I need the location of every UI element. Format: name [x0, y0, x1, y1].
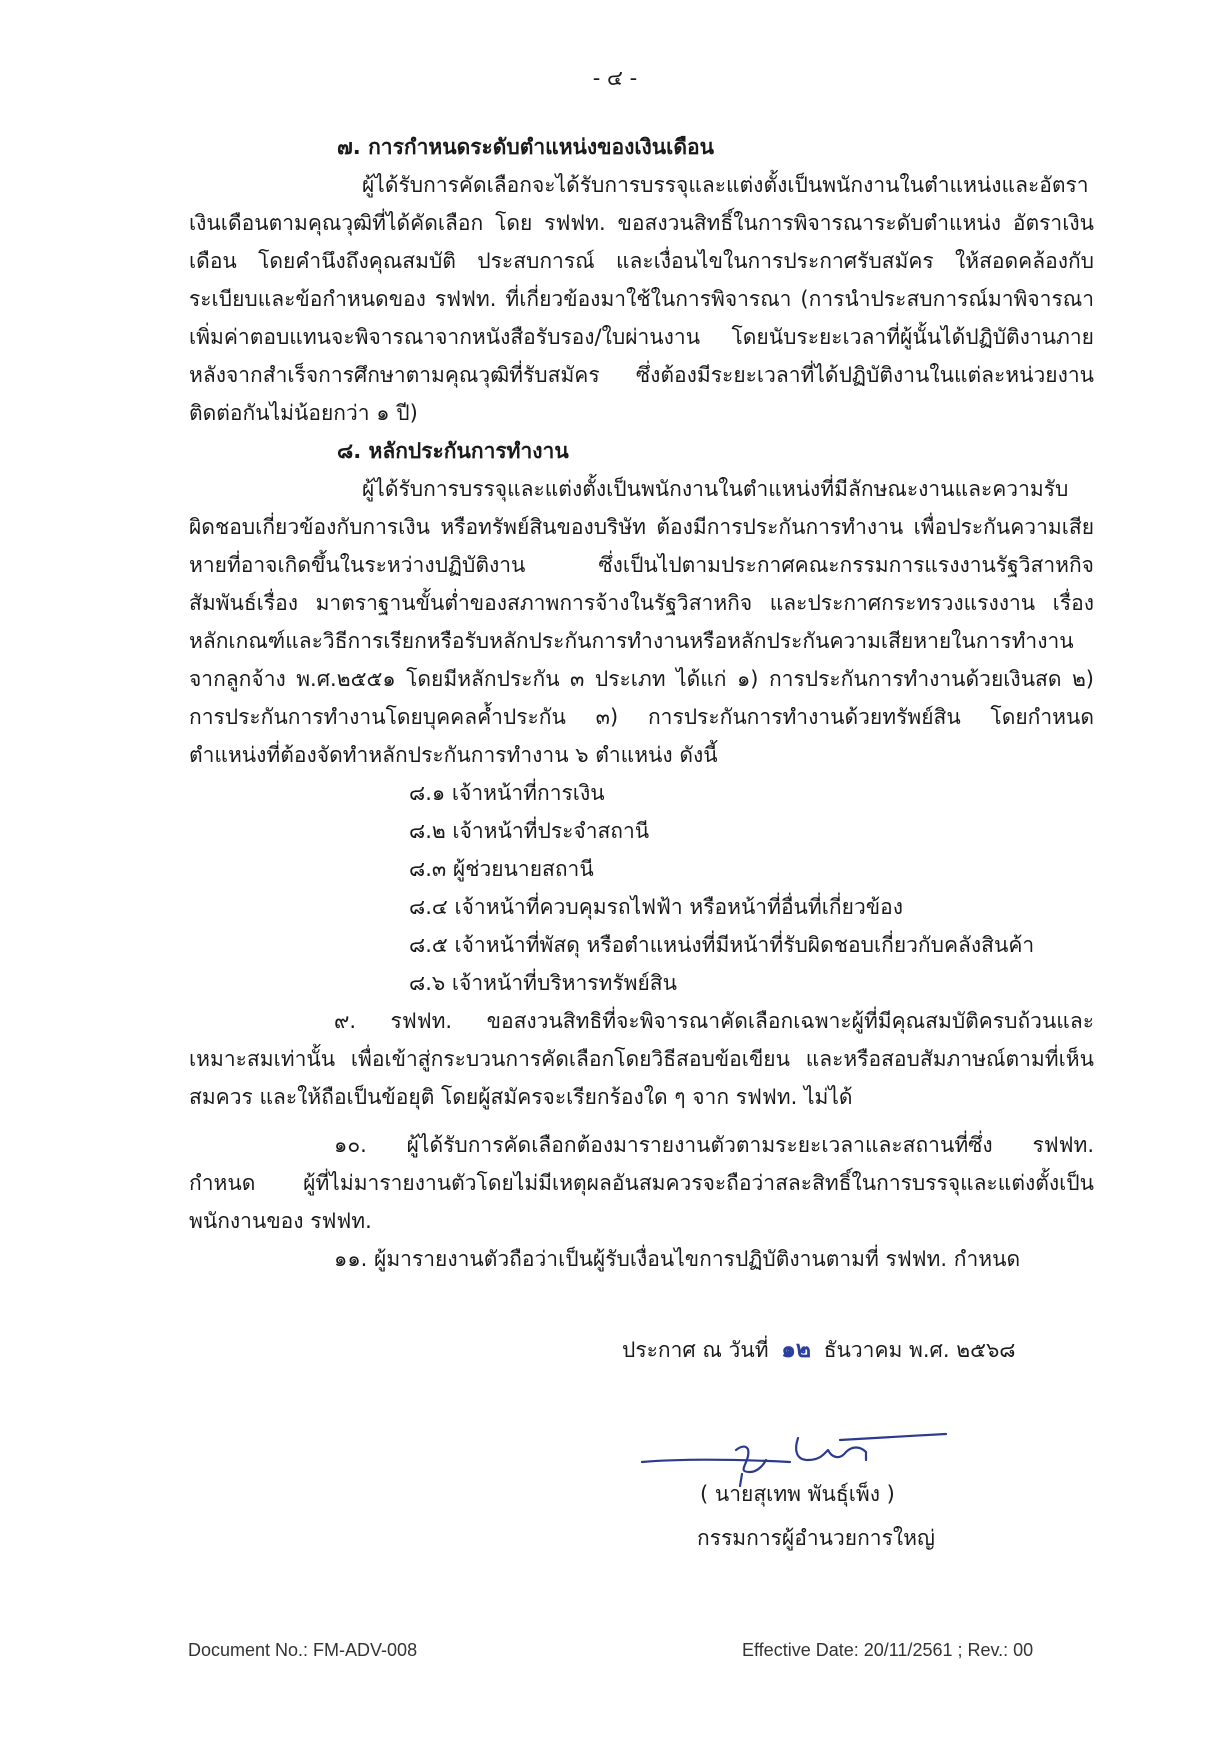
guarantee-positions-list: [189, 774, 1094, 1002]
list-item: ๘.๕ เจ้าหน้าที่พัสดุ หรือตำแหน่งที่มีหน้าที่รับผิดชอบเกี่ยวกับคลังสินค้า: [409, 933, 1035, 957]
list-item: ๘.๑ เจ้าหน้าที่การเงิน: [409, 781, 605, 805]
section-11-body: ๑๑. ผู้มารายงานตัวถือว่าเป็นผู้รับเงื่อนไขการปฏิบัติงานตามที่ รฟฟท. กำหนด: [334, 1247, 1021, 1271]
date-prefix: ประกาศ ณ วันที่: [622, 1338, 769, 1362]
signer-name: ( นายสุเทพ พันธุ์เพ็ง ): [700, 1482, 895, 1506]
effective-date: Effective Date: 20/11/2561 ; Rev.: 00: [742, 1640, 1034, 1660]
signer-title: กรรมการผู้อำนวยการใหญ่: [697, 1526, 935, 1550]
list-item: ๘.๖ เจ้าหน้าที่บริหารทรัพย์สิน: [409, 971, 677, 995]
section-7-heading: ๗. การกำหนดระดับตำแหน่งของเงินเดือน: [337, 135, 714, 159]
page-number: - ๔ -: [592, 66, 638, 90]
date-day: ๑๒: [781, 1337, 812, 1363]
section-7-body: ผู้ได้รับการคัดเลือกจะได้รับการบรรจุและแต่งตั้งเป็นพนักงานในตำแหน่งและอัตราเงินเดือนตามคุณวุฒิที่ได้คัดเลือก โดย รฟฟท. ขอสงวนสิทธิ์ในการพิจารณาระดับตำแหน่ง อัตราเงินเดือน โดยคำนึงถึงคุณสมบัติ ประสบการณ์ และเงื่อนไขในการประกาศรับสมัคร ให้สอดคล้องกับระเบียบและข้อกำหนดของ รฟฟท. ที่เกี่ยวข้องมาใช้ในการพิจารณา (การนำประสบการณ์มาพิจารณาเพิ่มค่าตอบแทนจะพิจารณาจากหนังสือรับรอง/ใบผ่านงาน โดยนับระยะเวลาที่ผู้นั้นได้ปฏิบัติงานภายหลังจากสำเร็จการศึกษาตามคุณวุฒิที่รับสมัคร ซึ่งต้องมีระยะเวลาที่ได้ปฏิบัติงานในแต่ละหน่วยงานติดต่อกันไม่น้อยกว่า ๑ ปี): [189, 173, 1094, 425]
document-number: Document No.: FM-ADV-008: [188, 1640, 418, 1660]
list-item: ๘.๔ เจ้าหน้าที่ควบคุมรถไฟฟ้า หรือหน้าที่อื่นที่เกี่ยวข้อง: [409, 895, 903, 919]
document-body: [189, 128, 1094, 1278]
section-10-body: ๑๐. ผู้ได้รับการคัดเลือกต้องมารายงานตัวตามระยะเวลาและสถานที่ซึ่ง รฟฟท. กำหนด ผู้ที่ไม่มารายงานตัวโดยไม่มีเหตุผลอันสมควรจะถือว่าสละสิทธิ์ในการบรรจุและแต่งตั้งเป็นพนักงานของ รฟฟท.: [189, 1133, 1094, 1233]
date-suffix: ธันวาคม พ.ศ. ๒๕๖๘: [823, 1338, 1016, 1362]
list-item: ๘.๒ เจ้าหน้าที่ประจำสถานี: [409, 819, 650, 843]
section-8-body: ผู้ได้รับการบรรจุและแต่งตั้งเป็นพนักงานในตำแหน่งที่มีลักษณะงานและความรับผิดชอบเกี่ยวข้องกับการเงิน หรือทรัพย์สินของบริษัท ต้องมีการประกันการทำงาน เพื่อประกันความเสียหายที่อาจเกิดขึ้นในระหว่างปฏิบัติงาน ซึ่งเป็นไปตามประกาศคณะกรรมการแรงงานรัฐวิสาหกิจสัมพันธ์เรื่อง มาตราฐานขั้นต่ำของสภาพการจ้างในรัฐวิสาหกิจ และประกาศกระทรวงแรงงาน เรื่อง หลักเกณฑ์และวิธีการเรียกหรือรับหลักประกันการทำงานหรือหลักประกันความเสียหายในการทำงานจากลูกจ้าง พ.ศ.๒๕๕๑ โดยมีหลักประกัน ๓ ประเภท ได้แก่ ๑) การประกันการทำงานด้วยเงินสด ๒) การประกันการทำงานโดยบุคคลค้ำประกัน ๓) การประกันการทำงานด้วยทรัพย์สิน โดยกำหนดตำแหน่งที่ต้องจัดทำหลักประกันการทำงาน ๖ ตำแหน่ง ดังนี้: [189, 477, 1094, 767]
section-8-heading: ๘. หลักประกันการทำงาน: [337, 439, 569, 463]
announcement-date: [622, 1332, 1016, 1368]
section-9-body: ๙. รฟฟท. ขอสงวนสิทธิที่จะพิจารณาคัดเลือกเฉพาะผู้ที่มีคุณสมบัติครบถ้วนและเหมาะสมเท่านั้น เพื่อเข้าสู่กระบวนการคัดเลือกโดยวิธีสอบข้อเขียน และหรือสอบสัมภาษณ์ตามที่เห็นสมควร และให้ถือเป็นข้อยุติ โดยผู้สมัครจะเรียกร้องใด ๆ จาก รฟฟท. ไม่ได้: [189, 1009, 1094, 1109]
list-item: ๘.๓ ผู้ช่วยนายสถานี: [409, 857, 594, 881]
